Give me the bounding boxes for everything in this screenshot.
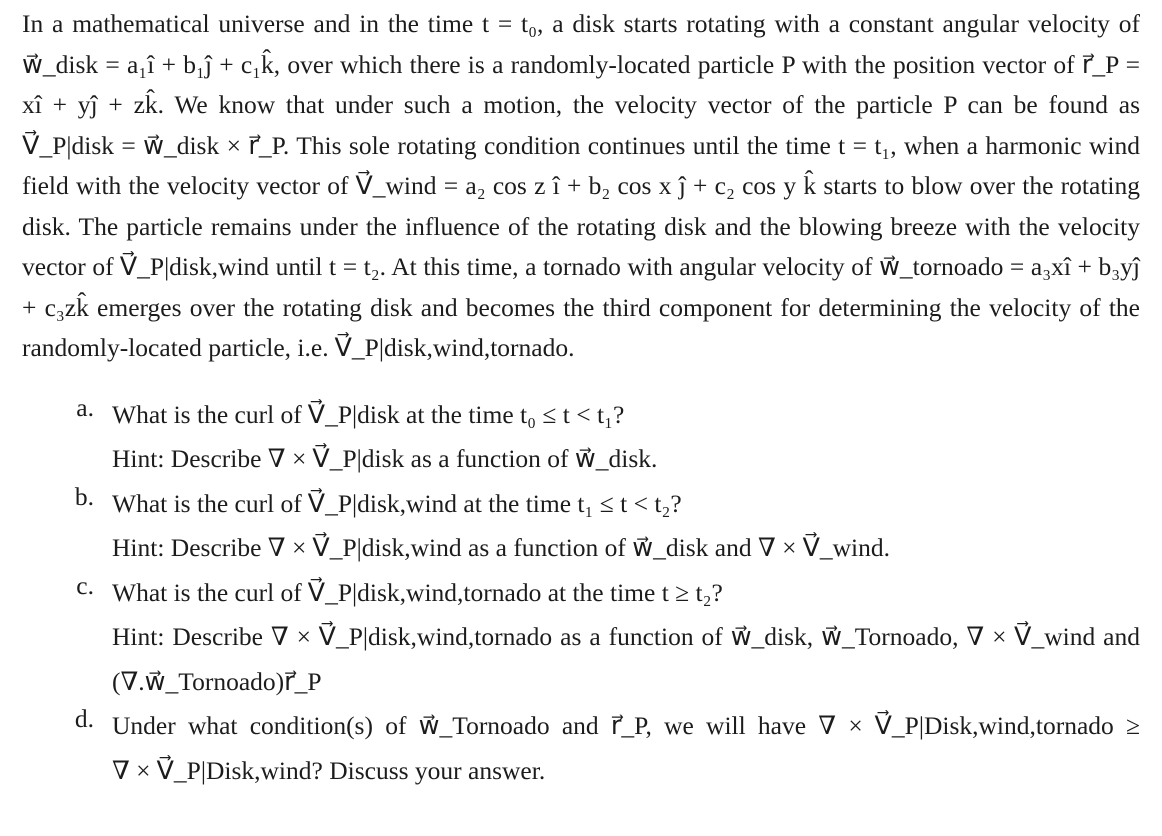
question-hint: Hint: Describe ∇ × V⃗_P|disk,wind,tornado as a function of w⃗_disk, w⃗_Tornoado, ∇ × V⃗_wind and bbox=[112, 622, 1140, 651]
question-hint: Hint: Describe ∇ × V⃗_P|disk as a function of w⃗_disk. bbox=[112, 444, 658, 473]
question-text: What is the curl of V⃗_P|disk,wind,tornado at the time t ≥ t₂? bbox=[112, 577, 723, 607]
question-c bbox=[60, 571, 1140, 705]
question-text-continued: ∇ × V⃗_P|Disk,wind? Discuss your answer. bbox=[112, 755, 546, 785]
problem-paragraph: In a mathematical universe and in the time t = t₀, a disk starts rotating with a constant angular velocity of w⃗_disk = a₁î + b₁ĵ + c₁k̂, over which there is a randomly-located particle P with the position vector of r⃗_P = xî + yĵ + zk̂. We know that under such a motion, the velocity vector of the particle P can be found as V⃗_P|disk = w⃗_disk × r⃗_P. This sole rotating condition continues until the time t = t₁, when a harmonic wind field with the velocity vector of V⃗_wind = a₂ cos z î + b₂ cos x ĵ + c₂ cos y k̂ starts to blow over the rotating disk. The particle remains under the influence of the rotating disk and the blowing breeze with the velocity vector of V⃗_P|disk,wind until t = t₂. At this time, a tornado with angular velocity of w⃗_tornoado = a₃xî + b₃yĵ + c₃zk̂ emerges over the rotating disk and becomes the third component for determining the velocity of the randomly-located particle, i.e. V⃗_P|disk,wind,tornado. bbox=[22, 9, 1140, 362]
question-text: What is the curl of V⃗_P|disk at the time t₀ ≤ t < t₁? bbox=[112, 399, 625, 429]
question-label: a. bbox=[76, 392, 94, 422]
question-hint: Hint: Describe ∇ × V⃗_P|disk,wind as a function of w⃗_disk and ∇ × V⃗_wind. bbox=[112, 533, 891, 562]
question-text: What is the curl of V⃗_P|disk,wind at the time t₁ ≤ t < t₂? bbox=[112, 488, 682, 518]
question-label: b. bbox=[74, 481, 94, 511]
question-hint-continued: (∇.w⃗_Tornoado)r⃗_P bbox=[112, 666, 322, 696]
question-d bbox=[60, 704, 1140, 793]
question-text: Under what condition(s) of w⃗_Tornoado and r⃗_P, we will have ∇ × V⃗_P|Disk,wind,tornado ≥ bbox=[112, 711, 1140, 740]
question-label: d. bbox=[74, 704, 94, 733]
question-a bbox=[60, 393, 1140, 482]
question-list bbox=[22, 393, 1140, 794]
question-b bbox=[60, 482, 1140, 571]
question-label: c. bbox=[76, 570, 94, 600]
